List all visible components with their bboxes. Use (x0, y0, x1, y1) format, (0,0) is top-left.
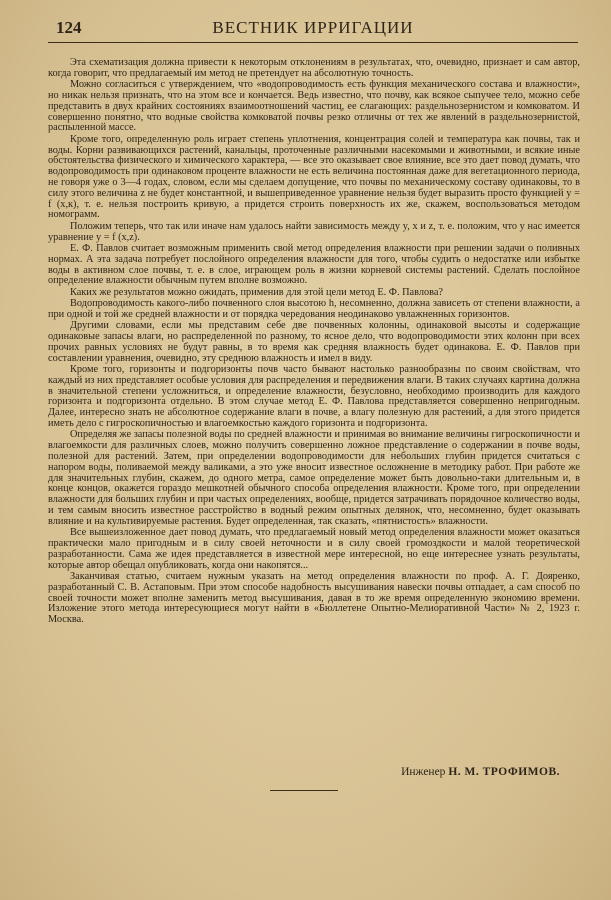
end-divider (270, 790, 338, 791)
paragraph: Можно согласиться с утверждением, что «водопроводимость есть функция механического состава и влажности», но никак нельзя признать, что на этом все и кончается. Ведь известно, что почву, как всякое сыпучее тело, можно себе представить в двух крайних состояниях взаимоотношений частиц, ее слагающих: раздельнозернистом и комковатом. И совершенно понятно, что водные свойства комковатой почвы резко отличны от тех же явлений в раздельнозернистой, распыленной массе. (48, 79, 580, 134)
article-body (48, 58, 580, 627)
paragraph: Определяя же запасы полезной воды по средней влажности и принимая во внимание величины гигроскопичности и влагоемкости для различных слоев, можно получить совершенно ложное представление о содержании в почве воды, полезной для растений. Затем, при определении водопроводимости для небольших глубин придется считаться с напором воды, поливаемой между валиками, а это уже вносит известное осложнение в методику работ. При работе же для значительных глубин, скажем, до одного метра, самое определение может быть довольно-таки длительным и, в конце концов, окажется гораздо мешкотней обычного способа определения влажности. Кроме того, при определении влажности для больших глубин и при частых определениях, вообще, придется затрачивать порядочное количество воды, и тем самым вносить известное расстройство в водный режим опытных делянок, что, несомненно, будет оказывать влияние и на культивируемые растения. Будет определенная, так сказать, «пятнистость» влажности. (48, 429, 580, 527)
author-name: Н. М. ТРОФИМОВ. (448, 766, 560, 778)
paragraph: Каких же результатов можно ожидать, применив для этой цели метод Е. Ф. Павлова? (70, 286, 443, 298)
paragraph: Эта схематизация должна привести к некоторым отклонениям в результатах, что, очевидно, признает и сам автор, когда говорит, что предлагаемый им метод не претендует на абсолютную точность. (48, 57, 580, 79)
author-signature (48, 766, 560, 778)
paragraph: Кроме того, определенную роль играет степень уплотнения, концентрация солей и температура как почвы, так и воды. Корни развивающихся растений, канальцы, проточенные различными насекомыми и животными, и всякие иные обстоятельства физического и химического характера, — все это оказывает свое влияние, все это дает повод думать, что водопроводимость при одинаковом проценте влажности не есть величина постоянная даже для вегетационного периода, не говоря уже о 3—4 годах, словом, если мы сделаем допущение, что почвы по механическому составу одинаковы, то в силу этого величина z не будет константной, и вышеприведенное уравнение нельзя будет выразить просто функцией y = f (x,к), т. е. нельзя построить кривую, а придется строить поверхность их же, скажем, воспользоваться методом номограмм. (48, 133, 580, 221)
paragraph: Кроме того, горизонты и подгоризонты почв часто бывают настолько разнообразны по своим свойствам, что каждый из них представляет особые условия для распределения и передвижения влаги. В таких случаях картина должна в значительной степени усложниться, и определение влажности, безусловно, необходимо производить для каждого горизонта и подгоризонта отдельно. В этом случае метод Е. Ф. Павлова представляется совершенно непригодным. Далее, интересно знать не абсолютное содержание влаги в почве, а влагу полезную для растений, а для этого придется иметь дело с гигроскопичностью и влагоемкостью каждого горизонта и подгоризонта. (48, 364, 580, 430)
paragraph: Заканчивая статью, считаем нужным указать на метод определения влажности по проф. А. Г. Дояренко, разработанный С. В. Астаповым. При этом способе надобность высушивания навески почвы отпадает, а сам способ по своей точности может вполне заменить метод высушивания, давая в то же время определенную экономию времени. Изложение этого метода интересующиеся могут найти в «Бюллетене Опытно-Мелиоративной Части» № 2, 1923 г. Москва. (48, 570, 580, 626)
paragraph: Е. Ф. Павлов считает возможным применить свой метод определения влажности при решении задачи о поливных нормах. А эта задача потребует послойного определения влажности для того, чтобы судить о недостатке или избытке воды в активном слое почвы, т. е. в слое, играющем роль в жизни корневой системы растений. Сделать послойное определение влажности обычным путем вполне возможно. (48, 242, 580, 287)
paragraph: Все вышеизложенное дает повод думать, что предлагаемый новый метод определения влажности может оказаться практически мало пригодным и в силу своей неточности и в силу своей громоздкости и малой теоретической разработанности. Сама же идея представляется в известной мере интересной, но еще интереснее узнать результаты, которые автор обещал опубликовать, когда они накопятся... (48, 527, 580, 571)
page-header (48, 14, 578, 43)
paragraph: Положим теперь, что так или иначе нам удалось найти зависимость между y, x и z, т. е. положим, что у нас имеется уравнение y = f (x,z). (48, 220, 580, 243)
journal-title: ВЕСТНИК ИРРИГАЦИИ (212, 18, 414, 37)
author-title: Инженер (401, 766, 446, 778)
page-number: 124 (56, 18, 82, 37)
paragraph: Другими словами, если мы представим себе две почвенных колонны, одинаковой высоты и содержащие одинаковые запасы влаги, но распределенной по разному, то ясное дело, что водопроводимости этих колонн при всех прочих равных условиях не будут равны, в то время как средняя влажность будет одинакова. Е. Ф. Павлов при составлении уравнения, очевидно, эту среднюю влажность и имел в виду. (48, 320, 580, 364)
paragraph: Водопроводимость какого-либо почвенного слоя высотою h, несомненно, должна зависеть от степени влажности, а при одной и той же средней влажности и от порядка чередования неодинаково увлажненных горизонтов. (48, 298, 580, 320)
